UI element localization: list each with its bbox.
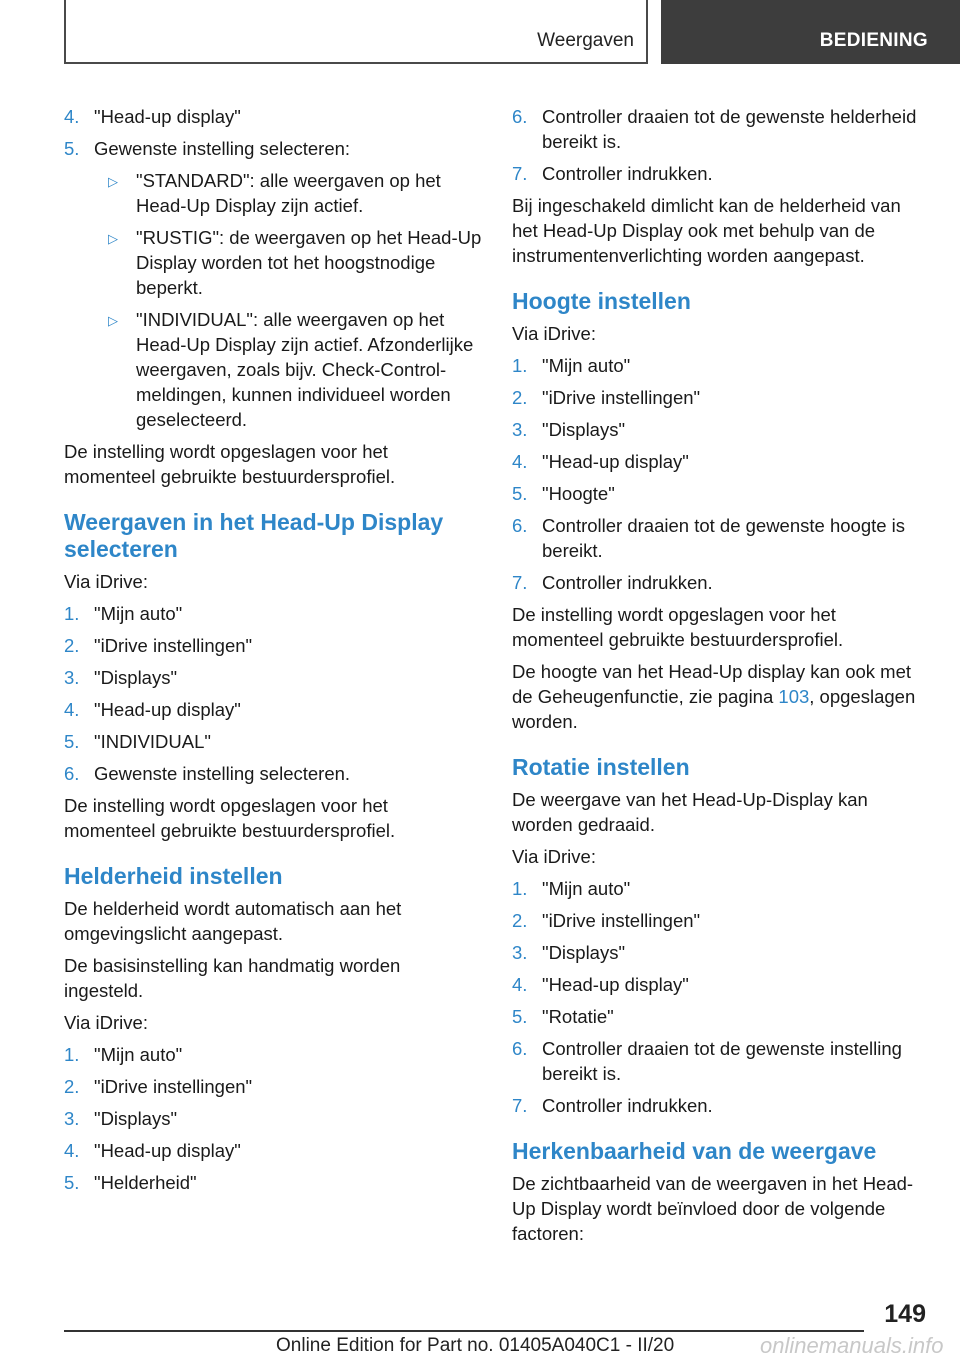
left-column	[64, 104, 484, 1202]
bullet-item: ▷ "INDIVIDUAL": alle weergaven op het Head-Up Display zijn actief. Afzonderlijke weergaven, zoals bijv. Check-Control-meldingen, kunnen individueel worden geselecteerd.	[108, 309, 474, 430]
header-section-box	[64, 0, 648, 64]
list-item: 2. "iDrive instellingen"	[512, 910, 701, 931]
paragraph: De weergave van het Head-Up-Display kan worden gedraaid.	[512, 789, 868, 835]
list-item: 4. "Head-up display"	[512, 451, 689, 472]
paragraph: Via iDrive:	[512, 846, 596, 867]
list-item: 7. Controller indrukken.	[512, 163, 713, 184]
list-item: 3. "Displays"	[64, 667, 178, 688]
section-heading: Weergaven in het Head-Up Display selecteren	[64, 509, 444, 562]
list-item: 3. "Displays"	[512, 419, 626, 440]
bullet-item: ▷ "RUSTIG": de weergaven op het Head-Up Display worden tot het hoogstnodige beperkt.	[108, 227, 482, 298]
section-heading: Rotatie instellen	[512, 754, 690, 780]
section-heading: Helderheid instellen	[64, 863, 283, 889]
paragraph: De instelling wordt opgeslagen voor het momenteel gebruikte bestuurdersprofiel.	[64, 795, 396, 841]
paragraph: De hoogte van het Head-Up display kan ook met de Geheugenfunctie, zie pagina 103, opgeslagen worden.	[512, 661, 916, 732]
list-item: 1. "Mijn auto"	[512, 878, 631, 899]
paragraph: De zichtbaarheid van de weergaven in het Head-Up Display wordt beïnvloed door de volgende factoren:	[512, 1173, 914, 1244]
list-item: 2. "iDrive instellingen"	[512, 387, 701, 408]
header-chapter-title: BEDIENING	[819, 30, 928, 51]
list-item: 5. "Hoogte"	[512, 483, 615, 504]
paragraph: De instelling wordt opgeslagen voor het momenteel gebruikte bestuurdersprofiel.	[64, 441, 396, 487]
list-item: 7. Controller indrukken.	[512, 572, 713, 593]
list-item: 4. "Head-up display"	[64, 1140, 241, 1161]
header-chapter-box	[661, 0, 960, 64]
paragraph: Via iDrive:	[512, 323, 596, 344]
list-item: 6. Controller draaien tot de gewenste helderheid bereikt is.	[512, 106, 917, 152]
list-item: 1. "Mijn auto"	[512, 355, 631, 376]
list-item: 6. Gewenste instelling selecteren.	[64, 763, 351, 784]
page-number: 149	[884, 1300, 926, 1328]
triangle-bullet-icon: ▷	[108, 313, 118, 328]
list-item: 6. Controller draaien tot de gewenste hoogte is bereikt.	[512, 515, 906, 561]
paragraph: De basisinstelling kan handmatig worden ingesteld.	[64, 955, 401, 1001]
list-item: 5. "INDIVIDUAL"	[64, 731, 211, 752]
header-section-title: Weergaven	[537, 30, 634, 51]
list-item: 1. "Mijn auto"	[64, 603, 183, 624]
list-item: 5. "Helderheid"	[64, 1172, 197, 1193]
list-item: 2. "iDrive instellingen"	[64, 635, 253, 656]
list-item: 4. "Head-up display"	[512, 974, 689, 995]
footer-divider	[64, 1330, 864, 1332]
list-item: 3. "Displays"	[512, 942, 626, 963]
section-heading: Herkenbaarheid van de weergave	[512, 1138, 877, 1164]
list-item: 2. "iDrive instellingen"	[64, 1076, 253, 1097]
bullet-item: ▷ "STANDARD": alle weergaven op het Head-Up Display zijn actief.	[108, 170, 441, 216]
watermark: onlinemanuals.info	[760, 1333, 944, 1358]
list-item: 5. "Rotatie"	[512, 1006, 614, 1027]
list-item: 7. Controller indrukken.	[512, 1095, 713, 1116]
paragraph: De instelling wordt opgeslagen voor het momenteel gebruikte bestuurdersprofiel.	[512, 604, 844, 650]
list-item: 4. "Head-up display"	[64, 699, 241, 720]
list-item: 5. Gewenste instelling selecteren:	[64, 138, 351, 159]
paragraph: Via iDrive:	[64, 571, 148, 592]
list-item: 6. Controller draaien tot de gewenste instelling bereikt is.	[512, 1038, 902, 1084]
triangle-bullet-icon: ▷	[108, 231, 118, 246]
footer-edition: Online Edition for Part no. 01405A040C1 - II/20	[276, 1335, 675, 1356]
list-item: 1. "Mijn auto"	[64, 1044, 183, 1065]
page-reference-link[interactable]: 103	[778, 686, 810, 707]
list-item: 4. "Head-up display"	[64, 106, 241, 127]
section-heading: Hoogte instellen	[512, 288, 691, 314]
paragraph: De helderheid wordt automatisch aan het omgevingslicht aangepast.	[64, 898, 402, 944]
list-item: 3. "Displays"	[64, 1108, 178, 1129]
paragraph: Via iDrive:	[64, 1012, 148, 1033]
triangle-bullet-icon: ▷	[108, 174, 118, 189]
paragraph: Bij ingeschakeld dimlicht kan de helderheid van het Head-Up Display ook met behulp van de instrumentenverlichting worden aangepast.	[512, 195, 901, 266]
right-column	[512, 104, 930, 1253]
